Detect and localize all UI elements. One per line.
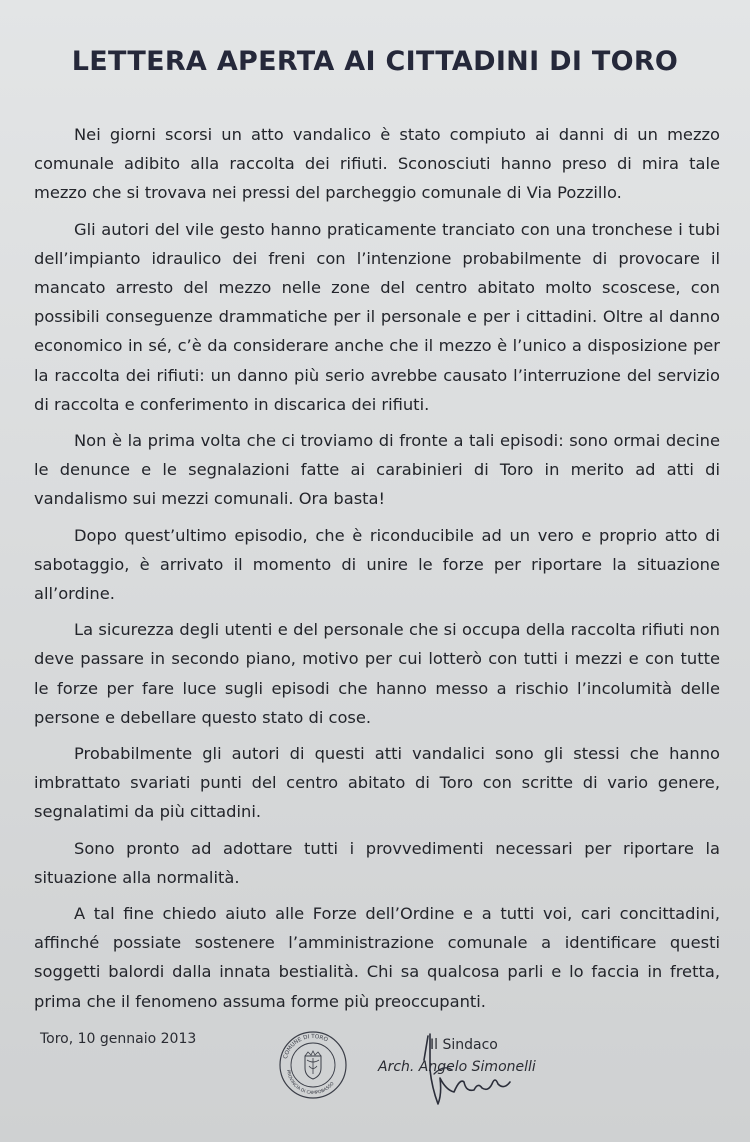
letter-body — [34, 120, 720, 1023]
paragraph: Dopo quest’ultimo episodio, che è riconducibile ad un vero e proprio atto di sabotaggio, è arrivato il momento di unire le forze per riportare la situazione all’ordine. — [34, 525, 720, 604]
paragraph: Non è la prima volta che ci troviamo di fronte a tali episodi: sono ormai decine le denunce e le segnalazioni fatte ai carabinieri di Toro in merito ad atti di vandalismo sui mezzi comunali. Ora basta! — [34, 431, 720, 509]
paragraph: Probabilmente gli autori di questi atti vandalici sono gli stessi che hanno imbrattato svariati punti del centro abitato di Toro con scritte di vario genere, segnalatimi da più cittadini. — [34, 744, 720, 822]
signature-name: Arch. Angelo Simonelli — [378, 1059, 536, 1075]
handwritten-signature — [400, 1030, 540, 1114]
place-date: Toro, 10 gennaio 2013 — [40, 1031, 197, 1047]
svg-text:COMUNE DI TORO: COMUNE DI TORO — [282, 1033, 329, 1060]
paragraph: Sono pronto ad adottare tutti i provvedimenti necessari per riportare la situazione alla normalità. — [34, 838, 720, 887]
paragraph: La sicurezza degli utenti e del personale che si occupa della raccolta rifiuti non deve passare in secondo piano, motivo per cui lotterò con tutti i mezzi e con tutte le forze per fare luce sugli episodi che hanno messo a rischio l’incolumità delle persone e debellare questo stato di cose. — [34, 620, 720, 727]
municipal-seal-stamp — [278, 1030, 348, 1100]
paragraph: Gli autori del vile gesto hanno praticamente tranciato con una tronchese i tubi dell’impianto idraulico dei freni con l’intenzione probabilmente di provocare il mancato arresto del mezzo nelle zone del centro abitato molto scoscese, con possibili conseguenze drammatiche per il personale e per i cittadini. Oltre al danno economico in sé, c’è da considerare anche che il mezzo è l’unico a disposizione per la raccolta dei rifiuti: un danno più serio avrebbe causato l’interruzione del servizio di raccolta e conferimento in discarica dei rifiuti. — [34, 219, 720, 414]
letter-title: LETTERA APERTA AI CITTADINI DI TORO — [71, 46, 679, 77]
svg-text:PROVINCIA DI CAMPOBASSO: PROVINCIA DI CAMPOBASSO — [285, 1069, 336, 1097]
signature-role: Il Sindaco — [430, 1037, 498, 1053]
paragraph: A tal fine chiedo aiuto alle Forze dell’Ordine e a tutti voi, cari concittadini, affinché possiate sostenere l’amministrazione comunale a identificare questi soggetti balordi dalla innata bestialità. Chi sa qualcosa parli e lo faccia in fretta, prima che il fenomeno assuma forme più preoccupanti. — [34, 904, 720, 1011]
paragraph: Nei giorni scorsi un atto vandalico è stato compiuto ai danni di un mezzo comunale adibito alla raccolta dei rifiuti. Sconosciuti hanno preso di mira tale mezzo che si trovava nei pressi del parcheggio comunale di Via Pozzillo. — [34, 125, 720, 203]
